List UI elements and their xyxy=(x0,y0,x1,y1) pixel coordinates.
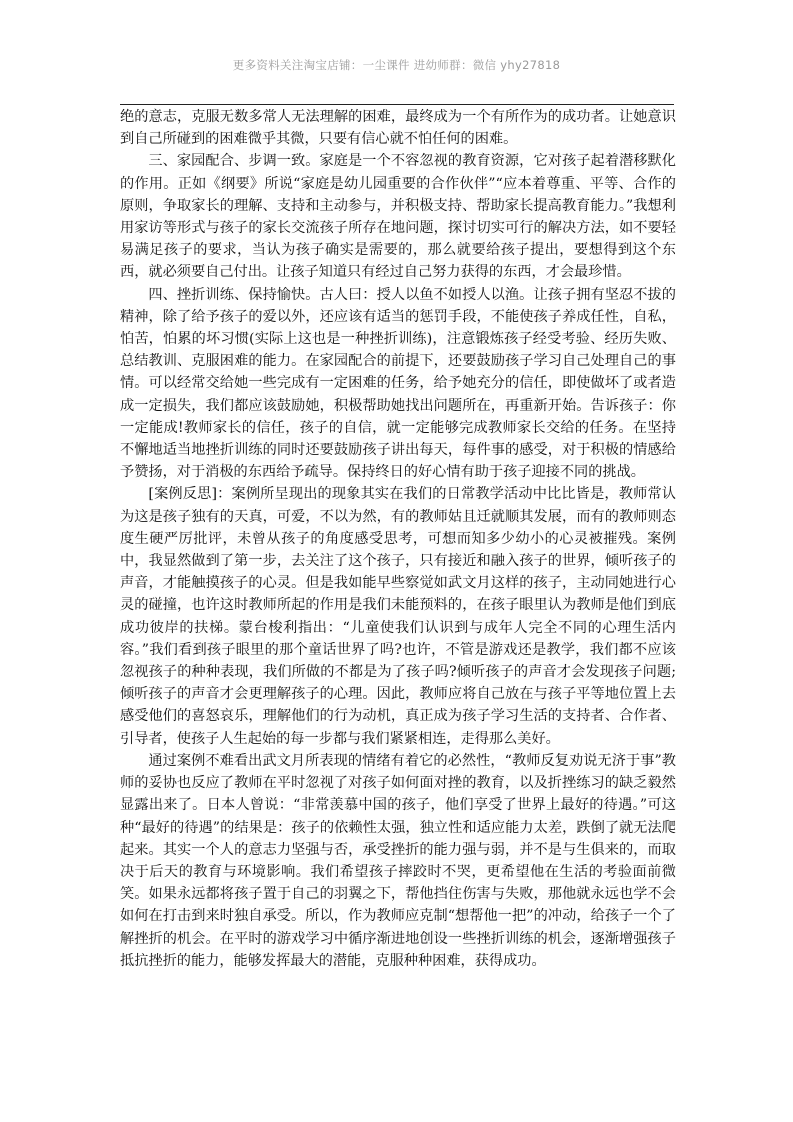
paragraph-conclusion: 通过案例不难看出武文月所表现的情绪有着它的必然性，“教师反复劝说无济于事”教师的妥协也反应了教师在平时忽视了对孩子如何面对挫的教育，以及折挫练习的缺乏毅然显露出来了。日本人曾说：“非常羡慕中国的孩子，他们享受了世界上最好的待遇。”可这种“最好的待遇”的结果是：孩子的依赖性太强，独立性和适应能力太差，跌倒了就无法爬起来。其实一个人的意志力坚强与否，承受挫折的能力强与弱，并不是与生俱来的，而取决于后天的教育与环境影响。我们希望孩子摔跤时不哭，更希望他在生活的考验面前微笑。如果永远都将孩子置于自己的羽翼之下，帮他挡住伤害与失败，那他就永远也学不会如何在打击到来时独自承受。所以，作为教师应克制“想帮他一把”的冲动，给孩子一个了解挫折的机会。在平时的游戏学习中循序渐进地创设一些挫折训练的机会，逐渐增强孩子抵抗挫折的能力，能够发挥最大的潜能，克服种种困难，获得成功。 xyxy=(120,752,676,969)
paragraph-frustration-training: 四、挫折训练、保持愉快。古人曰：授人以鱼不如授人以渔。让孩子拥有坚忍不拔的精神，除了给予孩子的爱以外，还应该有适当的惩罚手段，不能使孩子养成任性，自私，怕苦，怕累的坏习惯(实际上这也是一种挫折训练)，注意锻炼孩子经受考验、经历失败、总结教训、克服困难的能力。在家园配合的前提下，还要鼓励孩子学习自己处理自己的事情。可以经常交给她一些完成有一定困难的任务，给予她充分的信任，即使做坏了或者造成一定损失，我们都应该鼓励她，积极帮助她找出问题所在，再重新开始。告诉孩子：你一定能成!教师家长的信任，孩子的自信，就一定能够完成教师家长交给的任务。在坚持不懈地适当地挫折训练的同时还要鼓励孩子讲出每天，每件事的感受，对于积极的情感给予赞扬，对于消极的东西给予疏导。保持终日的好心情有助于孩子迎接不同的挑战。 xyxy=(120,286,676,481)
document-body xyxy=(120,106,676,972)
page-header-watermark: 更多资料关注淘宝店铺：一尘课件 进幼师群：微信 yhy27818 xyxy=(232,58,561,72)
paragraph-continuation: 绝的意志，克服无数多常人无法理解的困难，最终成为一个有所作为的成功者。让她意识到自己所碰到的困难微乎其微，只要有信心就不怕任何的困难。 xyxy=(120,109,676,148)
paragraph-case-reflection: [案例反思]：案例所呈现出的现象其实在我们的日常教学活动中比比皆是，教师常认为这是孩子独有的天真，可爱，不以为然，有的教师姑且迁就顺其发展，而有的教师则态度生硬严厉批评，未曾从孩子的角度感受思考，可想而知多少幼小的心灵被摧残。案例中，我显然做到了第一步，去关注了这个孩子，只有接近和融入孩子的世界，倾听孩子的声音，才能触摸孩子的心灵。但是我如能早些察觉如武文月这样的孩子，主动同她进行心灵的碰撞，也许这时教师所起的作用是我们未能预料的，在孩子眼里认为教师是他们到底成功彼岸的扶梯。蒙台梭利指出：“儿童使我们认识到与成年人完全不同的心理生活内容。”我们看到孩子眼里的那个童话世界了吗?也许，不管是游戏还是教学，我们都不应该忽视孩子的种种表现，我们所做的不都是为了孩子吗?倾听孩子的声音才会发现孩子问题;倾听孩子的声音才会更理解孩子的心理。因此，教师应将自己放在与孩子平等地位置上去感受他们的喜怒哀乐，理解他们的行为动机，真正成为孩子学习生活的支持者、合作者、引导者，使孩子人生起始的每一步都与我们紧紧相连，走得那么美好。 xyxy=(120,486,676,747)
header-divider xyxy=(120,104,674,105)
paragraph-home-school-cooperation: 三、家园配合、步调一致。家庭是一个不容忽视的教育资源，它对孩子起着潜移默化的作用。正如《纲要》所说“家庭是幼儿园重要的合作伙伴”“应本着尊重、平等、合作的原则，争取家长的理解、支持和主动参与，并积极支持、帮助家长提高教育能力。”我想利用家访等形式与孩子的家长交流孩子所存在地问题，探讨切实可行的解决方法，如不要轻易满足孩子的要求，当认为孩子确实是需要的，那么就要给孩子提出，要想得到这个东西，就必须要自己付出。让孩子知道只有经过自己努力获得的东西，才会最珍惜。 xyxy=(120,153,676,281)
